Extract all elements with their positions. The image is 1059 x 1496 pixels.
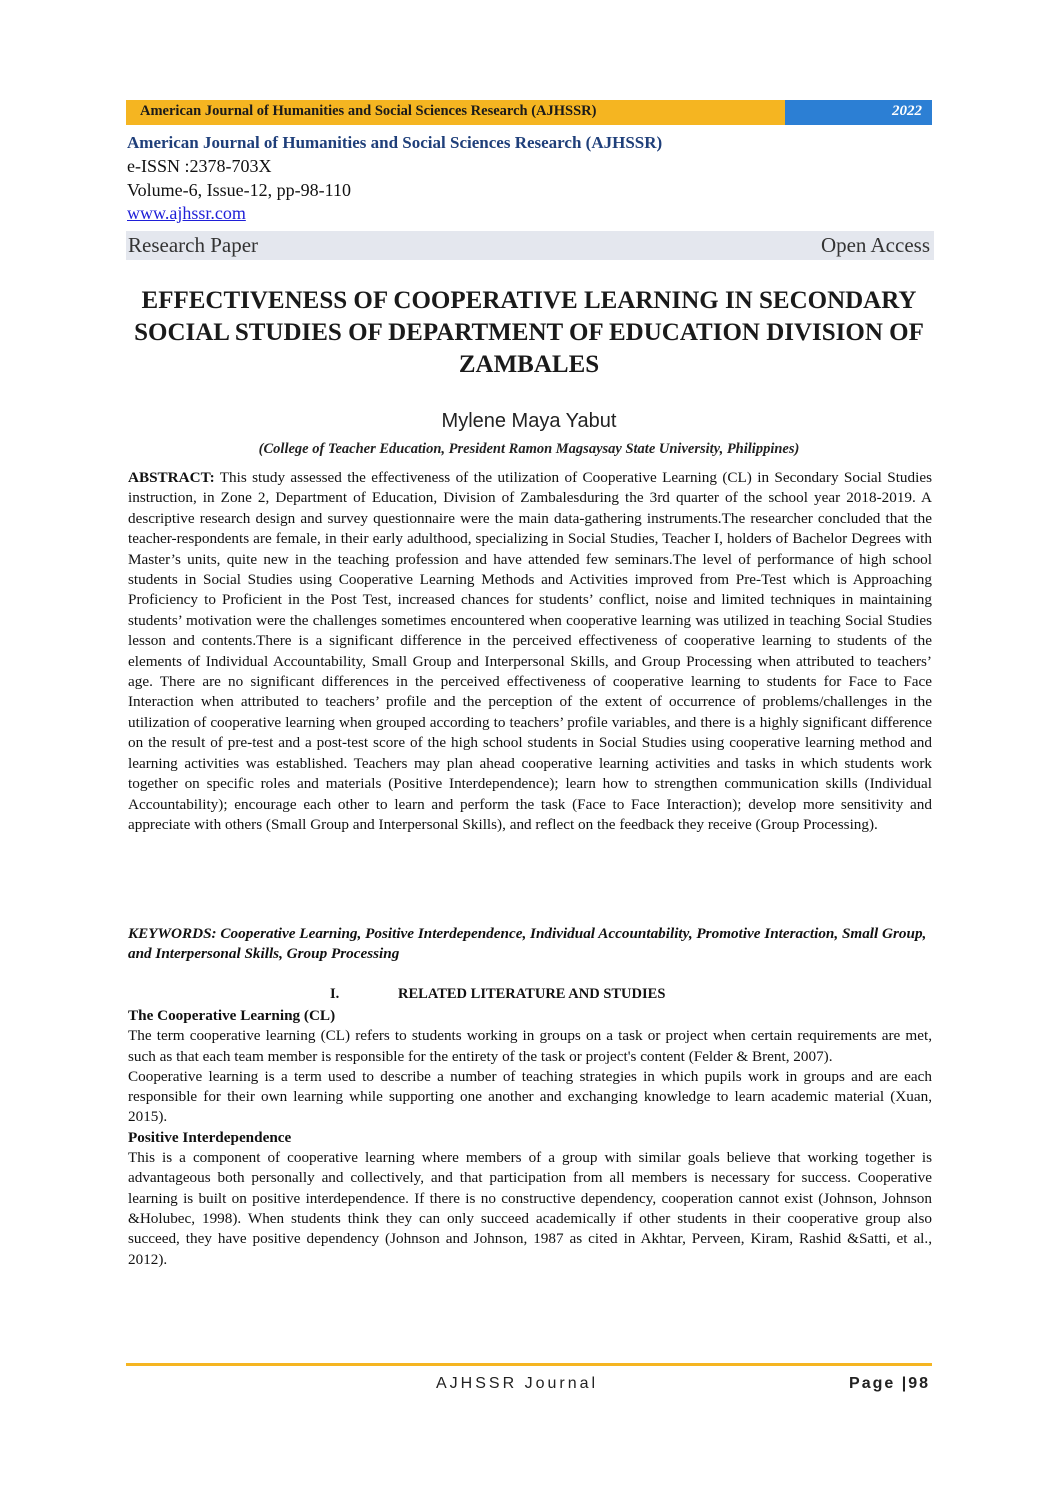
section-heading [330,986,665,1003]
abstract-text: This study assessed the effectiveness of the utilization of Cooperative Learning (CL) in Secondary Social Studies instruction, in Zone 2, Department of Education, Division of Zambalesduring the 3rd quarter of the school year 2018-2019. A descriptive research design and survey questionnaire were the main data-gathering instruments.The researcher concluded that the teacher-respondents are female, in their early adulthood, specializing in Social Studies, Teacher I, holders of Bachelor Degrees with Master’s units, quite new in the teaching profession and have attended few seminars.The level of performance of high school students in Social Studies using Cooperative Learning Methods and Activities improved from Pre-Test which is Approaching Proficiency to Proficient in the Post Test, increased chances for students’ conflict, noise and limited techniques in maintaining students’ motivation were the challenges sometimes encountered when cooperative learning was utilized in teaching Social Studies lesson and contents.There is a significant difference in the perceived effectiveness of cooperative learning to students of the elements of Individual Accountability, Small Group and Interpersonal Skills, and Group Processing when attributed to teachers’ age. There are no significant differences in the perceived effectiveness of cooperative learning to students for Face to Face Interaction when attributed to teachers’ profile and the perception of the extent of occurrence of problems/challenges in the utilization of cooperative learning when grouped according to teachers’ profile variables, and there is a highly significant difference on the result of pre-test and a post-test score of the high school students in Social Studies using cooperative learning method and learning activities was established. Teachers may plan ahead cooperative learning activities and tasks in which students work together on specific roles and materials (Positive Interdependence); learn how to strengthen communication skills (Individual Accountability); encourage each other to learn and perform the task (Face to Face Interaction); develop more sensitivity and appreciate with others (Small Group and Interpersonal Skills), and reflect on the feedback they receive (Group Processing). [128,469,932,833]
issn: e-ISSN :2378-703X [127,156,272,176]
body-text [128,1006,932,1270]
journal-banner [126,100,932,125]
abstract-label: ABSTRACT: [128,469,215,486]
keywords-label: KEYWORDS: [128,925,217,942]
paragraph: This is a component of cooperative learning where members of a group with similar goals believe that working together is advantageous both personally and collectively, and that participation from all members is necessary for success. Cooperative learning is built on positive interdependence. If there is no constructive dependency, cooperation cannot exist (Johnson, Johnson &Holubec, 1998). When students think they can only succeed academically if other students in their cooperative group also succeed, they have positive dependency (Johnson and Johnson, 1987 as cited in Akhtar, Perveen, Kiram, Rashid &Satti, et al., 2012). [128,1149,932,1268]
paper-type: Research Paper [128,233,259,257]
page-number: 98 [908,1375,930,1392]
author-name: Mylene Maya Yabut [441,410,617,432]
keywords [128,924,932,964]
journal-name: American Journal of Humanities and Social Sciences Research (AJHSSR) [127,133,663,152]
keywords-text: Cooperative Learning, Positive Interdependence, Individual Accountability, Promotive Interaction, Small Group, and Interpersonal Skills, Group Processing [128,925,927,962]
author-affiliation: (College of Teacher Education, President Ramon Magsaysay State University, Philippines) [258,441,800,457]
journal-header [127,132,933,224]
page-number-block [849,1375,930,1393]
page-label: Page | [849,1375,909,1392]
section-title: RELATED LITERATURE AND STUDIES [398,986,666,1002]
footer-journal: AJHSSR Journal [436,1375,599,1392]
section-number: I. [330,986,340,1002]
banner-year: 2022 [785,100,932,125]
banner-journal-name: American Journal of Humanities and Social Sciences Research (AJHSSR) [126,100,785,125]
abstract [128,468,932,835]
volume-info: Volume-6, Issue-12, pp-98-110 [127,180,351,200]
paragraph: Cooperative learning is a term used to describe a number of teaching strategies in which pupils work in groups and are each responsible for their own learning while supporting one another and exchanging knowledge to learn academic material (Xuan, 2015). [128,1067,932,1126]
footer-divider [126,1363,932,1366]
paper-title: EFFECTIVENESS OF COOPERATIVE LEARNING IN SECONDARY SOCIAL STUDIES OF DEPARTMENT OF EDUCATION DIVISION OF ZAMBALES [134,287,924,378]
paragraph: The term cooperative learning (CL) refers to students working in groups on a task or project when certain requirements are met, such as that each team member is responsible for the entirety of the task or project's content (Felder & Brent, 2007). [128,1027,932,1065]
subsection-heading: Positive Interdependence [128,1128,292,1146]
paper-type-bar [126,231,934,260]
subsection-heading: The Cooperative Learning (CL) [128,1007,336,1024]
website-link[interactable]: www.ajhssr.com [127,203,246,223]
access-type: Open Access [820,233,930,257]
